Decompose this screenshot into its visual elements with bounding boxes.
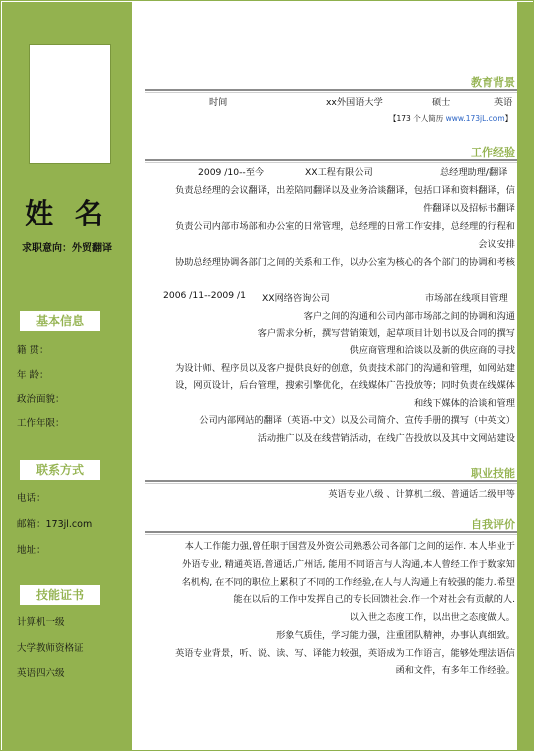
basic-field-years: 工作年限：	[17, 418, 65, 429]
self-eval-title: 自我评价	[471, 518, 515, 531]
self-eval-line: 形象气质佳，学习能力强，注重团队精神，办事认真细致。	[276, 630, 515, 641]
job1-time: 2009 /10--至今	[198, 167, 265, 178]
job1-line: 协助总经理协调各部门之间的关系和工作，以办公室为核心的各个部门的协调和考核	[175, 257, 515, 268]
job2-line: 设，网页设计，后台管理，搜索引擎优化，在线媒体广告投放等；同时负责在线媒体	[175, 380, 515, 391]
edu-degree: 硕士	[432, 97, 451, 108]
job2-line: 公司内部网站的翻译（英语-中文）以及公司简介、宣传手册的撰写（中英文）	[199, 415, 515, 426]
certs-heading: 技能证书	[20, 585, 100, 605]
self-eval-line: 能在以后的工作中发挥自己的专长回馈社会.作一个对社会有贡献的人.	[233, 594, 515, 605]
basic-field-politics: 政治面貌：	[17, 394, 65, 405]
cert-item: 大学教师资格证	[17, 643, 84, 654]
job1-line: 负责总经理的会议翻译，出差陪同翻译以及业务洽谈翻译，包括口译和资料翻译，信	[175, 185, 515, 196]
job2-time: 2006 /11--2009 /1	[163, 290, 246, 301]
edu-note: 【173 个人简历 www.173jL.com】	[389, 114, 513, 123]
cert-item: 计算机一级	[17, 617, 65, 628]
skills-title: 职业技能	[471, 467, 515, 480]
job1-line: 件翻译以及招标书翻译	[423, 203, 515, 214]
job1-company: XX工程有限公司	[305, 167, 373, 178]
job2-line: 客户之间的沟通和公司内部市场部之间的协调和沟通	[303, 311, 515, 322]
job2-line: 活动推广以及在线营销活动，在线广告投放以及其中文网站建设	[257, 433, 515, 444]
job1-line: 会议安排	[478, 239, 515, 250]
job1-position: 总经理助理/翻译	[440, 167, 508, 178]
contact-heading: 联系方式	[20, 460, 100, 480]
job2-line: 为设计师、程序员以及客户提供良好的创意，负责技术部门的沟通和管理，如网站建	[175, 363, 515, 374]
self-eval-divider	[145, 531, 517, 535]
job2-line: 供应商管理和洽谈以及新的供应商的寻找	[349, 345, 515, 356]
edu-major: 英语	[494, 97, 513, 108]
basic-field-hometown: 籍 贯：	[17, 345, 49, 356]
job2-company: XX网络咨询公司	[262, 293, 330, 304]
job2-line: 和线下媒体的洽谈和管理	[413, 398, 515, 409]
photo-placeholder	[29, 44, 111, 164]
contact-email: 邮箱：173jl.com	[17, 519, 93, 530]
cert-item: 英语四六级	[17, 668, 65, 679]
self-eval-line: 外语专业, 精通英语,普通话,广州话, 能用不同语言与人沟通,本人曾经工作于数家知	[182, 559, 515, 570]
edu-note-link[interactable]: www.173jL.com	[445, 114, 505, 123]
name: 姓 名	[25, 197, 109, 230]
job2-line: 客户需求分析，撰写营销策划，起草项目计划书以及合同的撰写	[257, 328, 515, 339]
self-eval-line: 名机构, 在不同的职位上累积了不同的工作经验,在人与人沟通上有较强的能力.希望	[181, 577, 515, 588]
edu-time: 时间	[209, 97, 228, 108]
basic-field-age: 年 龄：	[17, 370, 49, 381]
self-eval-line: 本人工作能力强,曾任职于国营及外资公司熟悉公司各部门之间的运作. 本人毕业于	[184, 541, 515, 552]
skills-text: 英语专业八级 、计算机二级、普通话二级甲等	[328, 489, 515, 500]
self-eval-line: 函和文件，有多年工作经验。	[395, 665, 515, 676]
work-title: 工作经验	[471, 146, 515, 159]
basic-info-heading: 基本信息	[20, 311, 100, 331]
edu-school: xx外国语大学	[326, 97, 383, 108]
education-title: 教育背景	[471, 76, 515, 89]
right-accent-bar	[517, 2, 534, 751]
job1-line: 负责公司内部市场部和办公室的日常管理，总经理的日常工作安排，总经理的行程和	[175, 221, 515, 232]
work-divider	[145, 159, 517, 163]
self-eval-line: 英语专业背景，听、说、读、写、译能力较强，英语成为工作语言，能够处理法语信	[175, 648, 515, 659]
job-intent: 求职意向：外贸翻译	[22, 243, 112, 254]
education-divider	[145, 89, 517, 93]
job2-position: 市场部在线项目管理	[425, 293, 508, 304]
contact-address: 地址：	[17, 545, 46, 556]
self-eval-line: 以入世之态度工作，以出世之态度做人。	[349, 612, 515, 623]
contact-phone: 电话：	[17, 493, 46, 504]
skills-divider	[145, 480, 517, 484]
